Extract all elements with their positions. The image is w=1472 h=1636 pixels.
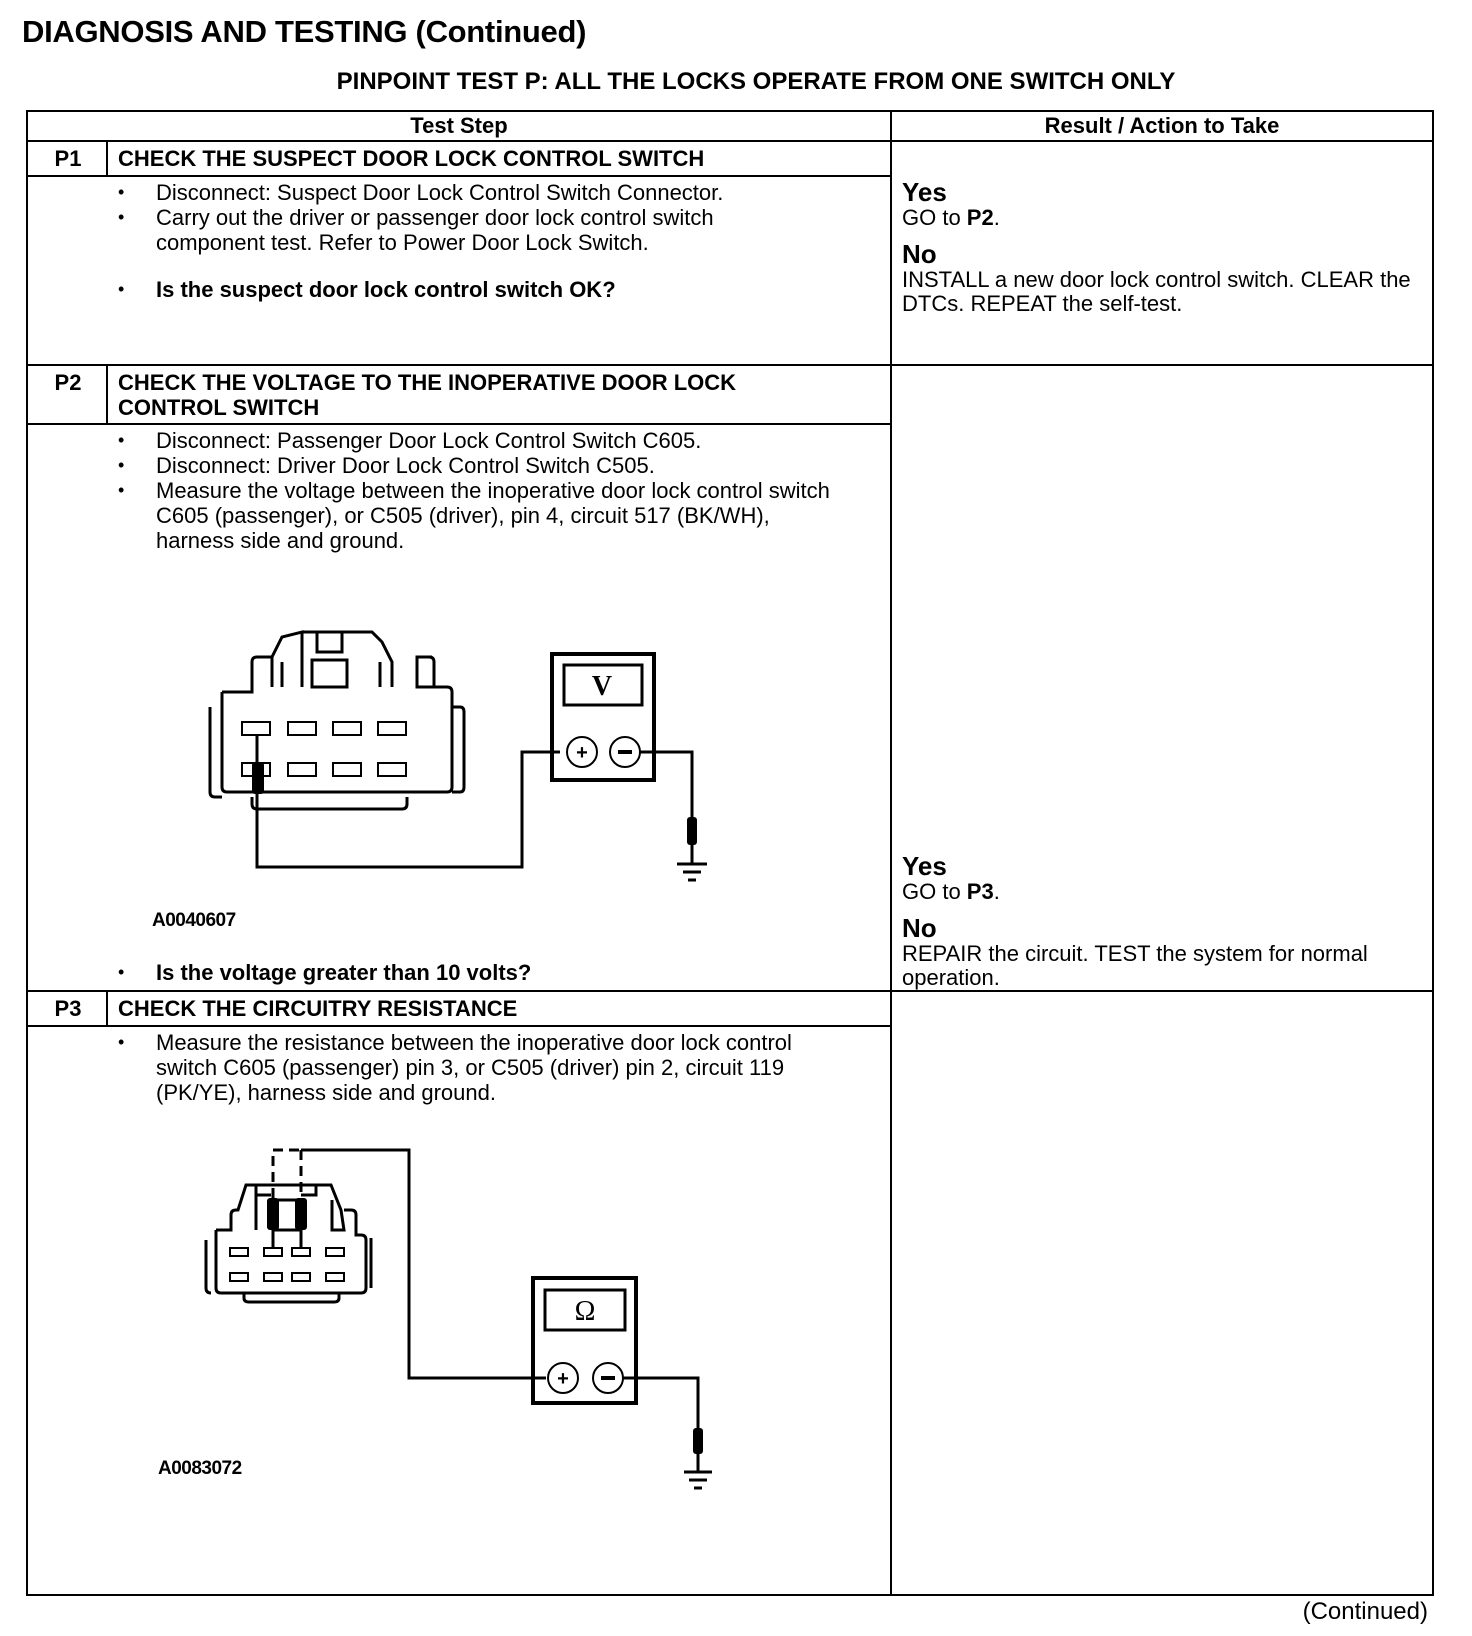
result-p1: Yes GO to P2. No INSTALL a new door lock control switch. CLEAR the DTCs. REPEAT the self-test. <box>902 178 1422 316</box>
voltage-test-diagram <box>202 632 722 872</box>
resistance-test-diagram <box>206 1130 726 1490</box>
header-result: Result / Action to Take <box>1044 113 1280 138</box>
continued-label: (Continued) <box>1302 1598 1428 1625</box>
page-title: DIAGNOSIS AND TESTING (Continued) <box>22 14 587 49</box>
figure-id-p2: A0040607 <box>152 910 236 931</box>
no-action-text: INSTALL a new door lock control switch. CLEAR the DTCs. REPEAT the self-test. <box>902 267 1411 316</box>
instruction-item: • Measure the resistance between the inoperative door lock control switch C605 (passenger) pin 3, or C505 (driver) pin 2, circuit 119 (PK/YE), harness side and ground. <box>108 1030 848 1105</box>
step-id-p2: P2 <box>54 370 82 395</box>
yes-label: Yes <box>902 851 947 881</box>
svg-text:+: + <box>557 1368 569 1390</box>
goto-p3-link[interactable]: P3 <box>966 879 994 904</box>
yes-label: Yes <box>902 177 947 207</box>
no-label: No <box>902 239 937 269</box>
pinpoint-test-title: PINPOINT TEST P: ALL THE LOCKS OPERATE FROM ONE SWITCH ONLY <box>336 68 1176 95</box>
yes-action-text: GO to <box>902 879 967 904</box>
result-p2: Yes GO to P3. No REPAIR the circuit. TEST the system for normal operation. <box>902 852 1422 990</box>
yes-action-text: GO to <box>902 205 967 230</box>
goto-p2-link[interactable]: P2 <box>966 205 994 230</box>
instruction-item: • Disconnect: Suspect Door Lock Control Switch Connector. <box>108 180 828 205</box>
step-p1-question: • Is the suspect door lock control switch OK? <box>108 277 616 302</box>
step-title-p2: CHECK THE VOLTAGE TO THE INOPERATIVE DOOR LOCK CONTROL SWITCH <box>118 370 737 420</box>
header-test-step: Test Step <box>410 113 508 138</box>
step-p2-instructions <box>108 428 848 553</box>
step-p1-instructions <box>108 180 828 255</box>
instruction-item: • Disconnect: Driver Door Lock Control Switch C505. <box>108 453 848 478</box>
instruction-item: • Disconnect: Passenger Door Lock Control Switch C605. <box>108 428 848 453</box>
step-id-p1: P1 <box>54 146 82 171</box>
step-p2-question: • Is the voltage greater than 10 volts? <box>108 960 531 985</box>
step-id-p3: P3 <box>54 996 82 1021</box>
column-divider <box>890 112 892 1596</box>
svg-text:+: + <box>576 742 588 764</box>
step-title-p3: CHECK THE CIRCUITRY RESISTANCE <box>118 996 518 1021</box>
voltmeter-symbol: V <box>591 671 613 702</box>
figure-id-p3: A0083072 <box>158 1458 242 1479</box>
instruction-item: • Measure the voltage between the inoperative door lock control switch C605 (passenger), or C505 (driver), pin 4, circuit 517 (BK/WH), harness side and ground. <box>108 478 848 553</box>
ohmmeter-symbol: Ω <box>574 1296 596 1327</box>
step-p3-instructions <box>108 1030 848 1105</box>
step-title-p1: CHECK THE SUSPECT DOOR LOCK CONTROL SWITCH <box>118 146 705 171</box>
instruction-item: • Carry out the driver or passenger door lock control switch component test. Refer to Power Door Lock Switch. <box>108 205 828 255</box>
no-label: No <box>902 913 937 943</box>
no-action-text: REPAIR the circuit. TEST the system for normal operation. <box>902 941 1368 990</box>
pinpoint-test-table <box>26 110 1434 1596</box>
header-divider <box>28 140 1432 142</box>
